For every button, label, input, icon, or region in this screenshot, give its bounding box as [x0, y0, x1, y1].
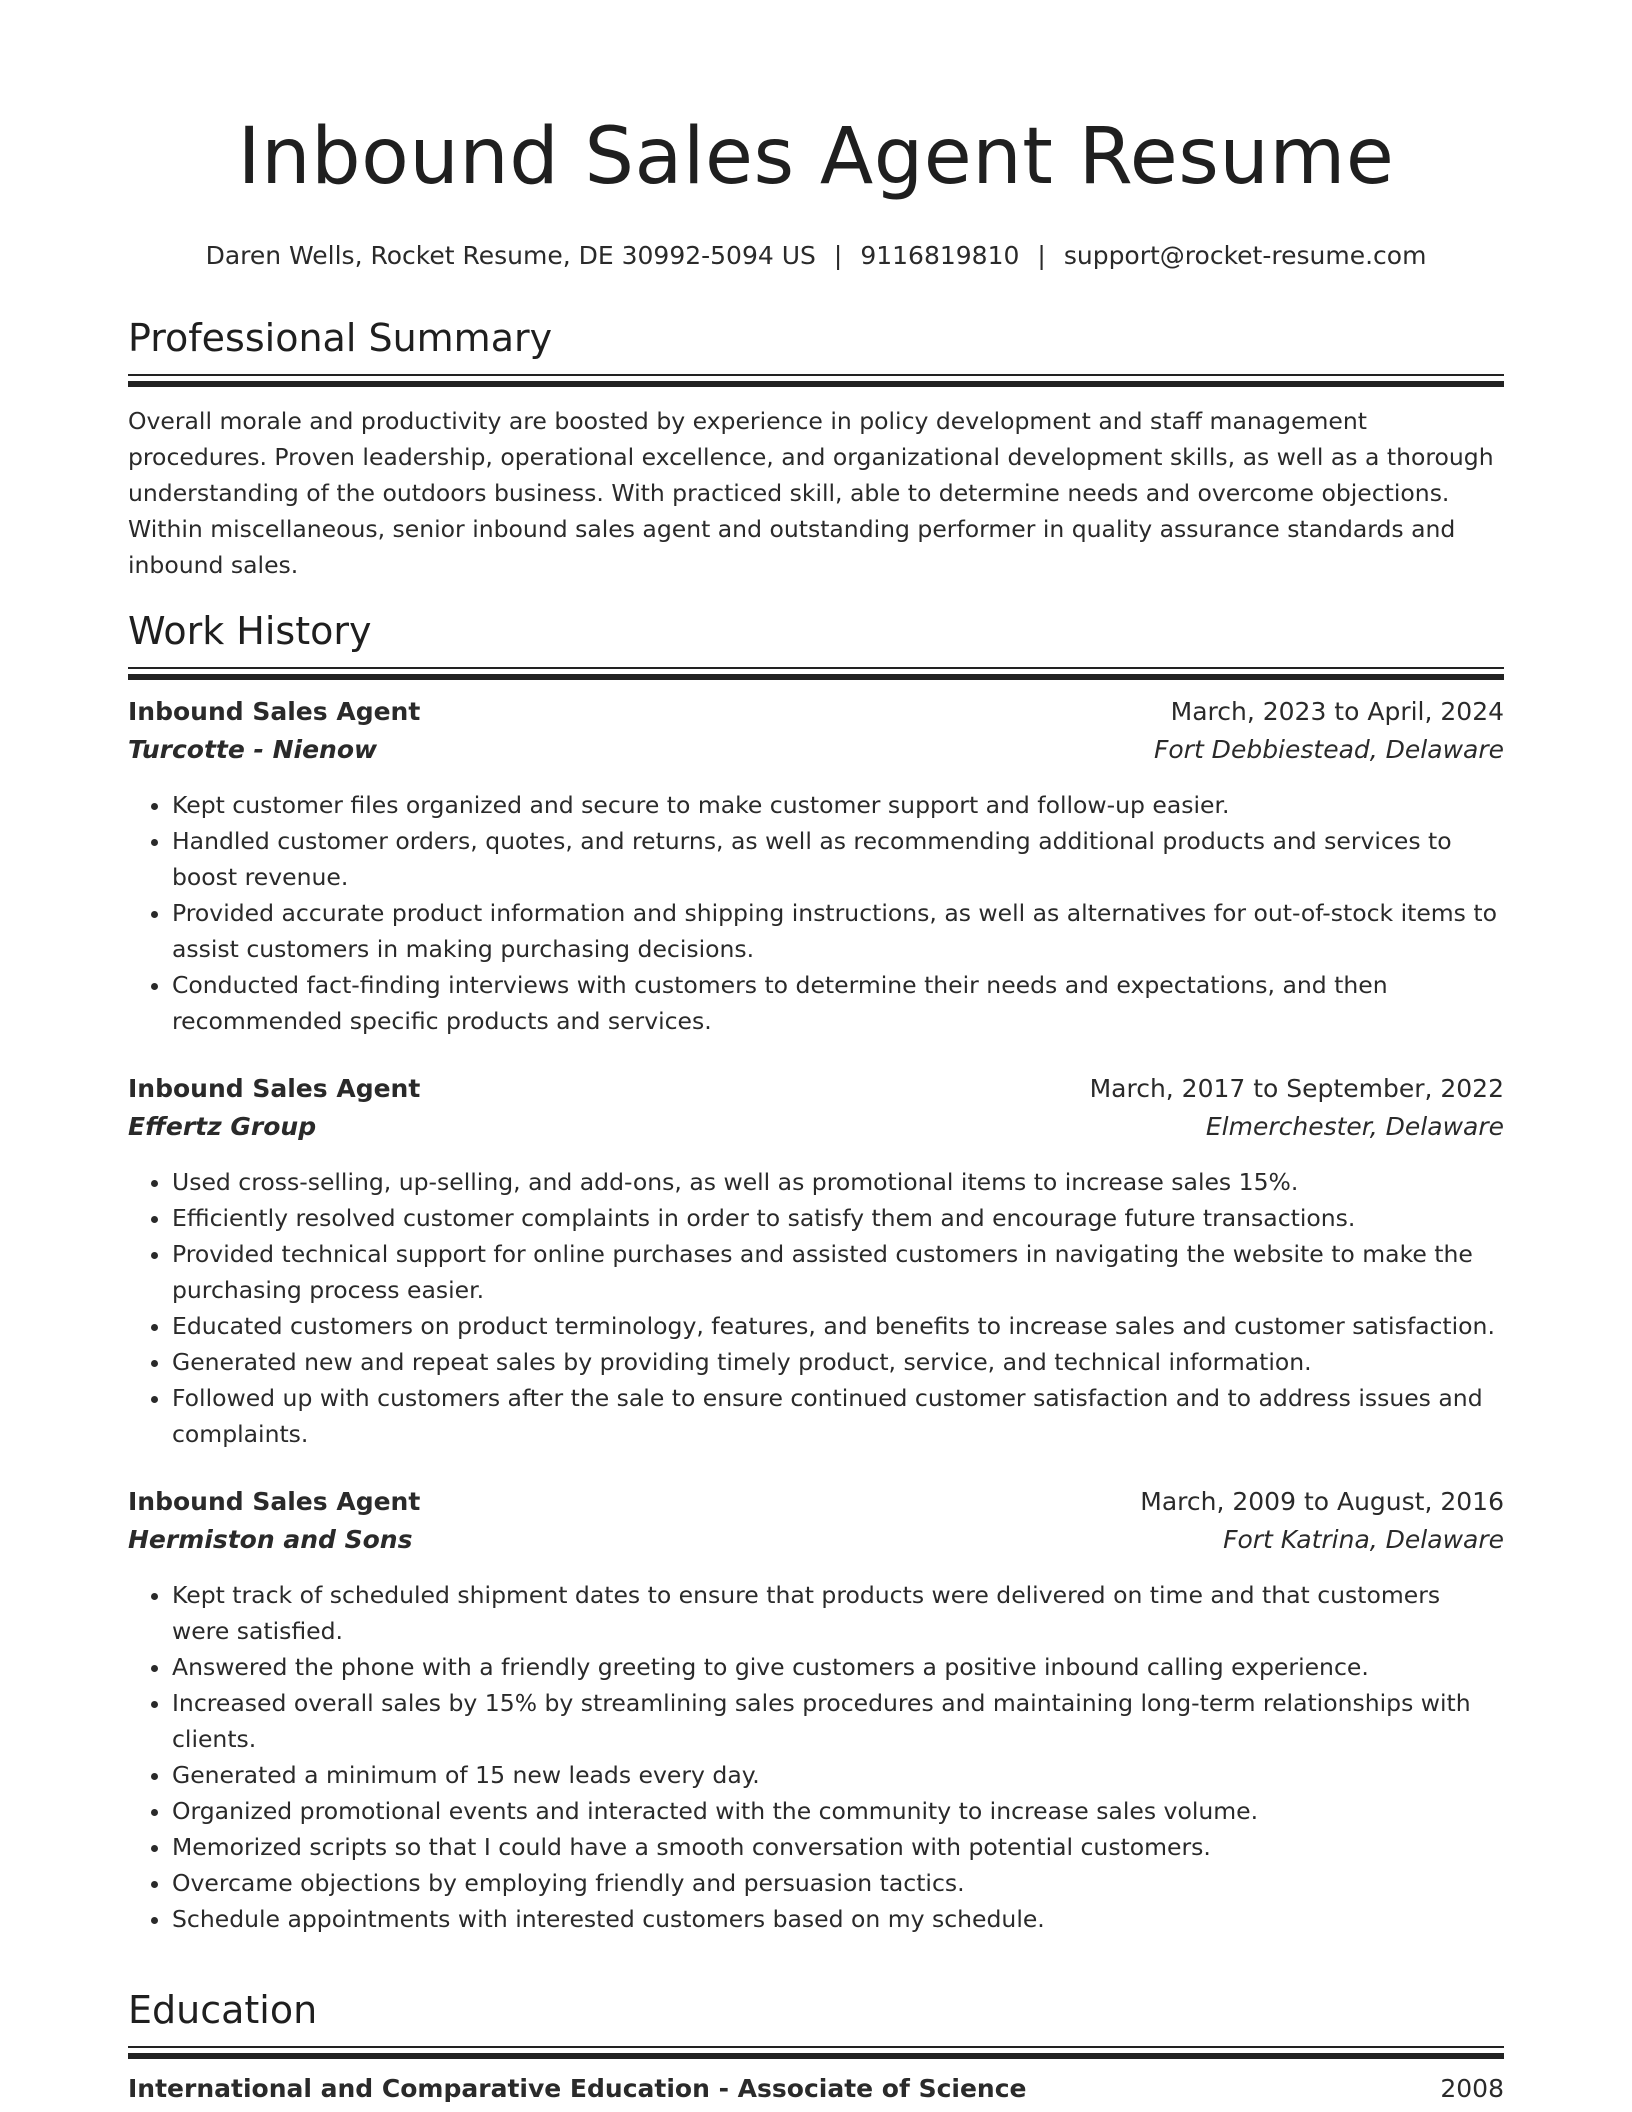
job-duties-list: [128, 787, 1504, 1039]
contact-separator: |: [833, 241, 843, 270]
list-item: • Followed up with customers after the sale to ensure continued customer satisfaction and to address issues and complaints.: [172, 1380, 1504, 1452]
page-title: Inbound Sales Agent Resume: [237, 112, 1395, 202]
contact-phone: 9116819810: [860, 241, 1020, 270]
job-title: Inbound Sales Agent: [128, 697, 421, 726]
list-item: • Provided accurate product information and shipping instructions, as well as alternatives for out-of-stock items to assist customers in making purchasing decisions.: [172, 895, 1504, 967]
job-location: Fort Debbiestead, Delaware: [1153, 735, 1504, 764]
job-company: Hermiston and Sons: [128, 1525, 413, 1554]
job-dates: March, 2017 to September, 2022: [1089, 1074, 1504, 1103]
list-item: • Conducted fact-finding interviews with customers to determine their needs and expectations, and then recommended specific products and services.: [172, 967, 1504, 1039]
contact-line: [128, 241, 1504, 271]
list-item: • Generated a minimum of 15 new leads every day.: [172, 1757, 1504, 1793]
list-item: • Kept customer files organized and secure to make customer support and follow-up easier.: [172, 787, 1504, 823]
list-item: • Efficiently resolved customer complaints in order to satisfy them and encourage future transactions.: [172, 1200, 1504, 1236]
section-divider: [128, 2046, 1504, 2059]
education-degree: International and Comparative Education - Associate of Science: [128, 2074, 1027, 2103]
contact-address: Daren Wells, Rocket Resume, DE 30992-5094 US: [205, 241, 816, 270]
job-entry: [128, 1487, 1504, 1937]
section-divider: [128, 667, 1504, 680]
job-dates: March, 2009 to August, 2016: [1140, 1487, 1504, 1516]
education-entry: [128, 2074, 1504, 2103]
section-heading-education: Education: [128, 1988, 318, 2032]
section-divider: [128, 374, 1504, 387]
list-item: • Educated customers on product terminology, features, and benefits to increase sales and customer satisfaction.: [172, 1308, 1504, 1344]
job-location: Fort Katrina, Delaware: [1223, 1525, 1504, 1554]
education-year: 2008: [1440, 2074, 1504, 2103]
list-item: • Organized promotional events and interacted with the community to increase sales volume.: [172, 1793, 1504, 1829]
contact-email: support@rocket-resume.com: [1063, 241, 1427, 270]
list-item: • Provided technical support for online purchases and assisted customers in navigating the website to make the purchasing process easier.: [172, 1236, 1504, 1308]
list-item: • Answered the phone with a friendly greeting to give customers a positive inbound calling experience.: [172, 1649, 1504, 1685]
list-item: • Kept track of scheduled shipment dates to ensure that products were delivered on time and that customers were satisfied.: [172, 1577, 1504, 1649]
job-duties-list: [128, 1164, 1504, 1452]
job-duties-list: [128, 1577, 1504, 1937]
summary-text: Overall morale and productivity are boosted by experience in policy development and staff management procedures. Proven leadership, operational excellence, and organizational development skills, as well as a thorough understanding of the outdoors business. With practiced skill, able to determine needs and overcome objections. Within miscellaneous, senior inbound sales agent and outstanding performer in quality assurance standards and inbound sales.: [128, 407, 1494, 579]
job-title: Inbound Sales Agent: [128, 1074, 421, 1103]
list-item: • Handled customer orders, quotes, and returns, as well as recommending additional products and services to boost revenue.: [172, 823, 1504, 895]
list-item: • Increased overall sales by 15% by streamlining sales procedures and maintaining long-term relationships with clients.: [172, 1685, 1504, 1757]
job-title: Inbound Sales Agent: [128, 1487, 421, 1516]
contact-separator: |: [1037, 241, 1046, 270]
job-company: Effertz Group: [128, 1112, 317, 1141]
list-item: • Overcame objections by employing friendly and persuasion tactics.: [172, 1865, 1504, 1901]
list-item: • Generated new and repeat sales by providing timely product, service, and technical information.: [172, 1344, 1504, 1380]
section-heading-work-history: Work History: [128, 609, 372, 653]
list-item: • Used cross-selling, up-selling, and add-ons, as well as promotional items to increase sales 15%.: [172, 1164, 1504, 1200]
job-dates: March, 2023 to April, 2024: [1170, 697, 1504, 726]
job-location: Elmerchester, Delaware: [1205, 1112, 1504, 1141]
list-item: • Schedule appointments with interested customers based on my schedule.: [172, 1901, 1504, 1937]
section-heading-summary: Professional Summary: [128, 316, 553, 360]
list-item: • Memorized scripts so that I could have a smooth conversation with potential customers.: [172, 1829, 1504, 1865]
job-company: Turcotte - Nienow: [128, 735, 378, 764]
job-entry: [128, 1074, 1504, 1452]
job-entry: [128, 697, 1504, 1039]
